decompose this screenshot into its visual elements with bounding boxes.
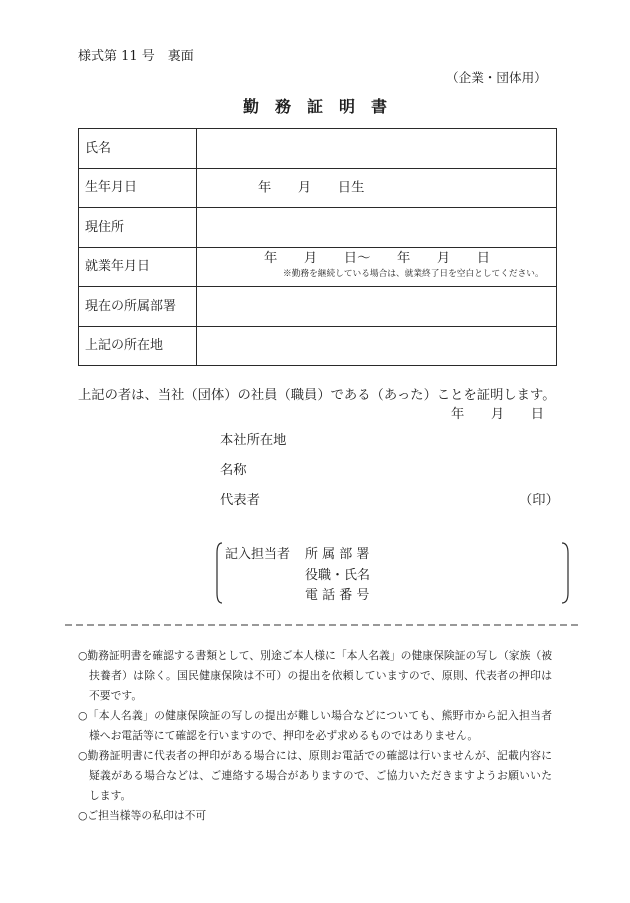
employment-period-label: 就業年月日 — [79, 248, 197, 287]
right-bracket — [562, 543, 568, 603]
note-line: 不要です。 — [89, 689, 143, 702]
head-office-address-label: 本社所在地 — [220, 433, 287, 448]
notes-list — [78, 646, 568, 826]
left-bracket — [217, 543, 222, 603]
note-line: ○「本人名義」の健康保険証の写しの提出が難しい場合などについても、熊野市から記入担当者 — [78, 709, 552, 722]
contact-title-name-label: 役職・氏名 — [305, 568, 371, 583]
name-field — [197, 129, 556, 168]
birthdate-field — [197, 169, 556, 208]
birthdate-label: 生年月日 — [79, 169, 197, 208]
address-label: 現住所 — [79, 208, 197, 247]
note-line: 様へお電話等にて確認を行いますので、押印を必ず求めるものではありません。 — [89, 729, 479, 742]
dashed-separator — [64, 620, 582, 630]
note-line: ○ご担当様等の私印は不可 — [78, 809, 207, 822]
employment-period-value: 年 月 日〜 年 月 日 — [264, 250, 491, 266]
contact-department-label: 所 属 部 署 — [305, 547, 370, 562]
certification-statement: 上記の者は、当社（団体）の社員（職員）である（あった）ことを証明します。 — [78, 388, 556, 403]
document-title: 勤 務 証 明 書 — [242, 97, 387, 116]
name-label: 氏名 — [79, 129, 197, 168]
table-row-name — [79, 129, 556, 169]
note-line: 疑義がある場合などは、ご連絡する場合がありますので、ご協力いただきますようお願いいた — [89, 769, 552, 782]
address-field — [197, 208, 556, 247]
table-row-birthdate — [79, 169, 556, 209]
department-label: 現在の所属部署 — [79, 287, 197, 326]
birthdate-value: 年 月 日生 — [258, 180, 365, 196]
employment-period-note: ※勤務を継続している場合は、就業終了日を空白としてください。 — [283, 268, 544, 279]
table-row-employment-period — [79, 248, 556, 288]
contact-person-label: 記入担当者 — [225, 547, 291, 562]
employment-period-field — [197, 248, 556, 287]
representative-label: 代表者 — [220, 493, 260, 508]
table-row-department — [79, 287, 556, 327]
form-number: 様式第 11 号 裏面 — [78, 49, 194, 64]
location-field — [197, 327, 556, 366]
certificate-table — [78, 128, 557, 366]
note-line: 扶養者）は除く。国民健康保険は不可）の提出を依頼していますので、原則、代表者の押印は — [89, 669, 552, 682]
department-field — [197, 287, 556, 326]
company-name-label: 名称 — [220, 463, 247, 478]
note-line: ○勤務証明書に代表者の押印がある場合には、原則お電話での確認は行いませんが、記載内容に — [78, 749, 552, 762]
table-row-address — [79, 208, 556, 248]
contact-phone-label: 電 話 番 号 — [305, 588, 370, 603]
form-type-label: （企業・団体用） — [446, 70, 547, 85]
seal-mark: （印） — [519, 493, 559, 508]
table-row-location — [79, 327, 556, 366]
note-line: します。 — [89, 789, 132, 802]
note-line: ○勤務証明書を確認する書類として、別途ご本人様に「本人名義」の健康保険証の写し（家族（被 — [78, 649, 552, 662]
certification-date: 年 月 日 — [451, 407, 545, 422]
location-label: 上記の所在地 — [79, 327, 197, 366]
